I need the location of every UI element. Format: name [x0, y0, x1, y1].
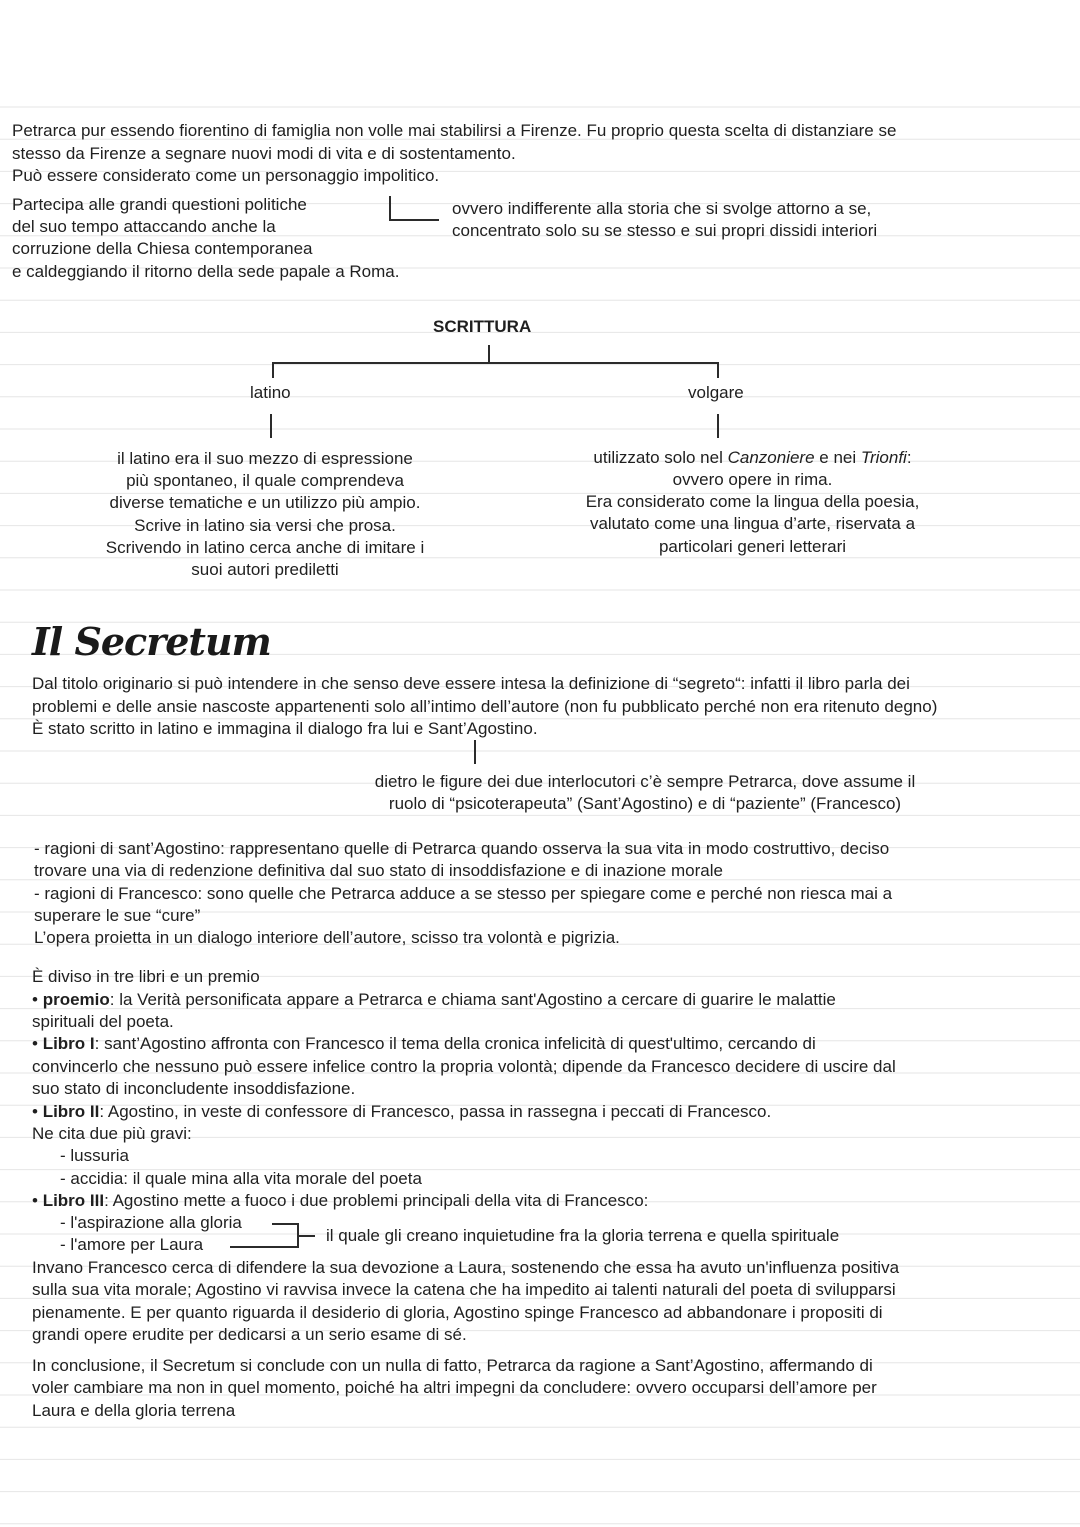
- latino-text: Scrive in latino sia versi che prosa.: [134, 516, 396, 535]
- proemio-item: spirituali del poeta.: [32, 1012, 174, 1031]
- problem-note: il quale gli creano inquietudine fra la gloria terrena e quella spirituale: [326, 1226, 840, 1245]
- arrow-line: [474, 740, 476, 764]
- sin-item: - accidia: il quale mina alla vita morale del poeta: [60, 1169, 422, 1188]
- libro3-text: Invano Francesco cerca di difendere la sua devozione a Laura, sostenendo che essa ha avuto un'influenza positiva: [32, 1258, 900, 1277]
- conclusion-text: Laura e della gloria terrena: [32, 1401, 236, 1420]
- libro2-item: Ne cita due più gravi:: [32, 1124, 192, 1143]
- reasons-text: - ragioni di sant’Agostino: rappresentano quelle di Petrarca quando osserva la sua vita in modo costruttivo, deciso: [34, 839, 890, 858]
- impolitico-note: concentrato solo su se stesso e sui propri dissidi interiori: [452, 221, 878, 240]
- latino-text: suoi autori prediletti: [191, 560, 339, 579]
- problem-item: - l'amore per Laura: [60, 1235, 204, 1254]
- latino-text: più spontaneo, il quale comprendeva: [126, 471, 404, 490]
- intro-line: Può essere considerato come un personaggio impolitico.: [12, 166, 440, 185]
- canzoniere-title: Canzoniere: [727, 448, 815, 467]
- intro-line: Petrarca pur essendo fiorentino di famiglia non volle mai stabilirsi a Firenze. Fu proprio questa scelta di distanziare se: [12, 121, 897, 140]
- libro3-text: grandi opere erudite per dedicarsi a un serio esame di sé.: [32, 1325, 467, 1344]
- tree-line: [717, 362, 719, 378]
- libro1-item: suo stato di inconcludente insoddisfazione.: [32, 1079, 356, 1098]
- scrittura-heading: SCRITTURA: [433, 317, 532, 336]
- politics-line: Partecipa alle grandi questioni politiche: [12, 195, 307, 214]
- reasons-text: trovare una via di redenzione definitiva dal suo stato di insoddisfazione e di inazione morale: [34, 861, 723, 880]
- libro1-item: • Libro I: sant’Agostino affronta con Francesco il tema della cronica infelicità di quest'ultimo, cercando di: [32, 1034, 816, 1053]
- bracket-connector: [297, 1235, 315, 1237]
- proemio-item: • proemio: la Verità personificata appare a Petrarca e chiama sant'Agostino a cercare di guarire le malattie: [32, 990, 836, 1009]
- conclusion-text: voler cambiare ma non in quel momento, poiché ha altri impegni da concludere: ovvero occuparsi dell’amore per: [32, 1378, 877, 1397]
- libro2-item: • Libro II: Agostino, in veste di confessore di Francesco, passa in rassegna i peccati di Francesco.: [32, 1102, 772, 1121]
- sin-item: - lussuria: [60, 1146, 129, 1165]
- politics-line: del suo tempo attaccando anche la: [12, 217, 276, 236]
- tree-line: [488, 345, 490, 363]
- conclusion-text: In conclusione, il Secretum si conclude con un nulla di fatto, Petrarca da ragione a Sant’Agostino, affermando di: [32, 1356, 873, 1375]
- volgare-text: valutato come una lingua d’arte, riservata a: [589, 514, 916, 533]
- latino-label: latino: [250, 383, 291, 402]
- libro1-item: convincerlo che nessuno può essere infelice contro la propria volontà; dipende da Francesco decidere di uscire dal: [32, 1057, 896, 1076]
- volgare-text: ovvero opere in rima.: [672, 470, 833, 489]
- secretum-paragraph: È stato scritto in latino e immagina il dialogo fra lui e Sant’Agostino.: [32, 719, 538, 738]
- tree-line: [270, 414, 272, 438]
- politics-line: corruzione della Chiesa contemporanea: [12, 239, 313, 258]
- libro3-item: • Libro III: Agostino mette a fuoco i due problemi principali della vita di Francesco:: [32, 1191, 649, 1210]
- bracket-connector: [389, 219, 439, 221]
- latino-text: diverse tematiche e un utilizzo più ampio.: [109, 493, 421, 512]
- libro3-text: pienamente. E per quanto riguarda il desiderio di gloria, Agostino spinge Francesco ad abbandonare i propositi di: [32, 1303, 883, 1322]
- libro3-text: sulla sua vita morale; Agostino vi ravvisa invece la catena che ha impedito ai talenti naturali del poeta di svilupparsi: [32, 1280, 896, 1299]
- interlocutors-note: ruolo di “psicoterapeuta” (Sant’Agostino) e di “paziente” (Francesco): [388, 794, 902, 813]
- volgare-text: utilizzato solo nel Canzoniere e nei Trionfi:: [593, 448, 912, 467]
- books-intro: È diviso in tre libri e un premio: [32, 967, 260, 986]
- tree-line: [717, 414, 719, 438]
- reasons-text: L’opera proietta in un dialogo interiore dell’autore, scisso tra volontà e pigrizia.: [34, 928, 620, 947]
- latino-text: Scrivendo in latino cerca anche di imitare i: [105, 538, 425, 557]
- bracket-connector: [272, 1223, 298, 1225]
- volgare-label: volgare: [688, 383, 744, 402]
- tree-line: [272, 362, 274, 378]
- latino-text: il latino era il suo mezzo di espressione: [117, 449, 413, 468]
- trionfi-title: Trionfi: [860, 448, 907, 467]
- volgare-text: particolari generi letterari: [658, 537, 847, 556]
- reasons-text: - ragioni di Francesco: sono quelle che Petrarca adduce a se stesso per spiegare come e perché non riesca mai a: [34, 884, 893, 903]
- reasons-text: superare le sue “cure”: [34, 906, 201, 925]
- bracket-connector: [389, 196, 391, 220]
- secretum-paragraph: problemi e delle ansie nascoste appartenenti solo all’intimo dell’autore (non fu pubblicato perché non era ritenuto degno): [32, 697, 938, 716]
- volgare-text: Era considerato come la lingua della poesia,: [585, 492, 920, 511]
- secretum-title: Il Secretum: [32, 619, 271, 664]
- bracket-connector: [230, 1246, 298, 1248]
- intro-line: stesso da Firenze a segnare nuovi modi di vita e di sostentamento.: [12, 144, 516, 163]
- interlocutors-note: dietro le figure dei due interlocutori c’è sempre Petrarca, dove assume il: [374, 772, 916, 791]
- secretum-paragraph: Dal titolo originario si può intendere in che senso deve essere intesa la definizione di “segreto“: infatti il libro parla dei: [32, 674, 910, 693]
- politics-line: e caldeggiando il ritorno della sede papale a Roma.: [12, 262, 400, 281]
- tree-line: [272, 362, 719, 364]
- impolitico-note: ovvero indifferente alla storia che si svolge attorno a se,: [452, 199, 872, 218]
- problem-item: - l'aspirazione alla gloria: [60, 1213, 242, 1232]
